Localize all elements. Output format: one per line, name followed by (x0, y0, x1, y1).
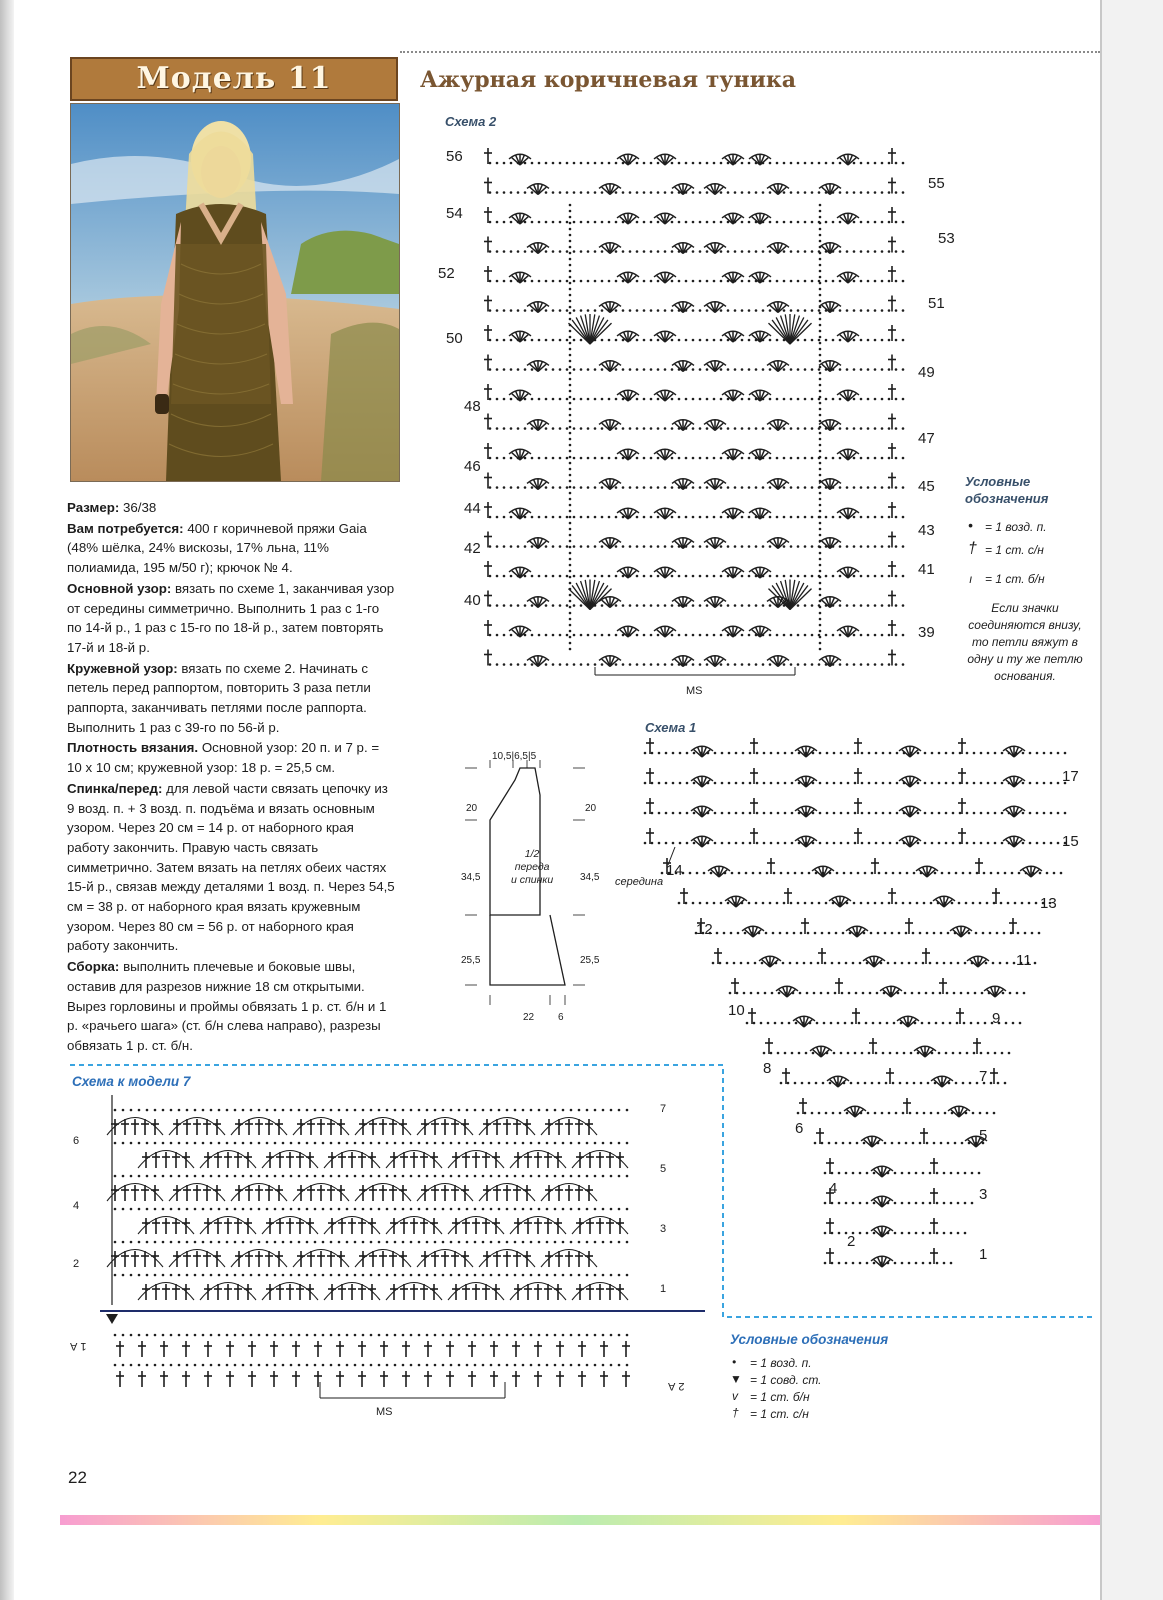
row-number: 2 (73, 1258, 80, 1270)
legend-bottom-title: Условные обозначения (730, 1332, 889, 1347)
dim-bottom-22: 22 (523, 1012, 535, 1023)
scheme7-diagram (100, 1090, 710, 1410)
row-number: 10 (728, 1002, 745, 1019)
size-value: 36/38 (123, 500, 157, 515)
row-number: 44 (464, 500, 481, 517)
scheme1-label: Схема 1 (645, 720, 697, 735)
row-number: 54 (446, 205, 463, 222)
legend-item: † = 1 ст. с/н (732, 1406, 809, 1421)
row-number: 1 (660, 1283, 667, 1295)
dim-top: 10,5|6,5|5 (492, 751, 537, 762)
row-number: 42 (464, 540, 481, 557)
row-label-2a: 2 А (668, 1380, 685, 1392)
double-crochet-icon: † (968, 540, 977, 557)
dim-255-right: 25,5 (580, 955, 600, 966)
legend-item: • = 1 возд. п. (968, 517, 1047, 534)
assembly-text: выполнить плечевые и боковые швы, оставив для разрезов нижние 18 см открытыми. Вырез горловины и проймы обвязать 1 р. ст. б/н и 1 р. «рачьего шага» (ст. б/н слева направо), разрезы обвязать 1 р. ст. б/н. (67, 959, 387, 1053)
main-pattern-label: Основной узор: (67, 580, 172, 596)
legend-item: • = 1 возд. п. (732, 1355, 812, 1370)
row-number: 13 (1040, 895, 1057, 912)
dim-255-left: 25,5 (461, 955, 481, 966)
legend-note: Если значки соединяются внизу, то петли вяжут в одну и ту же петлю основания. (967, 601, 1083, 683)
row-number: 11 (1016, 952, 1032, 969)
row-number: 56 (446, 148, 463, 165)
row-number: 41 (918, 561, 935, 578)
materials-text: 400 г коричневой пряжи Gaia (48% шёлка, 24% вискозы, 17% льна, 11% полиамида, 195 м/50 г); крючок № 4. (67, 520, 367, 576)
row-number: 17 (1062, 768, 1079, 785)
dim-345-left: 34,5 (461, 872, 481, 883)
row-number: 6 (795, 1120, 804, 1137)
model-label: Модель 11 (136, 61, 332, 96)
page-binding-shadow (0, 0, 14, 1600)
dim-345-right: 34,5 (580, 872, 600, 883)
row-number: 3 (979, 1186, 988, 1203)
row-number: 8 (763, 1060, 772, 1077)
color-strip (60, 1515, 1100, 1525)
assembly-label: Сборка: (67, 959, 120, 975)
model-photo (70, 103, 400, 482)
dim-bottom-6: 6 (558, 1012, 564, 1023)
row-number: 40 (464, 592, 481, 609)
header-divider (400, 51, 1100, 53)
row-number: 39 (918, 624, 935, 641)
legend-items (965, 519, 1085, 588)
row-number: 47 (918, 430, 935, 447)
back-front-label: Спинка/перед: (67, 780, 163, 796)
row-number: 3 (660, 1223, 667, 1235)
middle-label: середина (615, 876, 664, 888)
back-front-text: для левой части связать цепочку из 9 возд. п. + 3 возд. п. подъёма и вязать основным узором. Через 20 см = 14 р. от наборного края работу закончить. Правую часть связать симметрично. Затем вязать на петлях обеих частях 15-й р., связав между деталями 1 возд. п. Через 54,5 см = 38 р. от наборного края вязать кружевным узором. Через 80 см = 56 р. от наборного края работу закончить. (67, 780, 395, 954)
row-number: 12 (696, 921, 713, 938)
row-number: 15 (1062, 833, 1079, 850)
row-number: 2 (847, 1233, 856, 1250)
row-number: 5 (660, 1163, 667, 1175)
scheme2-ms: MS (686, 685, 703, 697)
chain-stitch-icon: • (968, 517, 973, 533)
slip-stitch-icon: ▼ (730, 1372, 742, 1386)
row-label-1a: 1 А (70, 1340, 87, 1352)
legend-item: v = 1 ст. б/н (732, 1389, 810, 1404)
page-title: Ажурная коричневая туника (420, 67, 797, 93)
row-number: 52 (438, 265, 455, 282)
scheme7-ms: MS (376, 1406, 393, 1418)
page-edge (1100, 0, 1163, 1600)
legend-title: Условные обозначения (965, 474, 1049, 506)
row-number: 46 (464, 458, 481, 475)
row-number: 43 (918, 522, 935, 539)
schematic-label: 1/2 переда и спинки (511, 848, 554, 886)
legend-item: † = 1 ст. с/н (968, 540, 1044, 557)
dim-20-right: 20 (585, 803, 597, 814)
row-number: 45 (918, 478, 935, 495)
row-number: 6 (73, 1135, 80, 1147)
row-number: 7 (979, 1068, 988, 1085)
row-number: 4 (829, 1180, 838, 1197)
lace-pattern-label: Кружевной узор: (67, 660, 178, 676)
legend-main (965, 473, 1085, 685)
gauge-label: Плотность вязания. (67, 740, 199, 756)
main-pattern-text: вязать по схеме 1, заканчивая узор от середины симметрично. Выполнить 1 раз с 1-го по 14-й р., 1 раз с 15-го по 18-й р., затем повторять 17-й и 18-й р. (67, 580, 395, 655)
page-number: 22 (68, 1468, 87, 1487)
size-label: Размер: (67, 500, 120, 515)
row-number: 51 (928, 295, 945, 312)
scheme2-label: Схема 2 (445, 114, 497, 129)
row-number: 48 (464, 398, 481, 415)
article-text (67, 498, 397, 1057)
legend-item: ▼ = 1 совд. ст. (730, 1372, 822, 1387)
materials-label: Вам потребуется: (67, 520, 184, 536)
legend-bottom (730, 1332, 888, 1423)
single-crochet-v-icon: v (732, 1389, 738, 1403)
row-number: 55 (928, 175, 945, 192)
row-number: 7 (660, 1103, 667, 1115)
row-number: 5 (979, 1127, 988, 1144)
dim-20-left: 20 (466, 803, 478, 814)
row-number: 53 (938, 230, 955, 247)
lace-pattern-text: вязать по схеме 2. Начинать с петель перед раппортом, повторить 3 раза петли раппорта, заканчивать петлями после раппорта. Выполнить 1 раз с 39-го по 56-й р. (67, 660, 371, 735)
row-number: 1 (979, 1246, 988, 1263)
row-number: 9 (992, 1010, 1001, 1027)
row-number: 14 (666, 862, 683, 879)
model-banner (70, 57, 398, 101)
scheme2-diagram (470, 135, 940, 695)
legend-item: ı = 1 ст. б/н (969, 572, 1045, 586)
gauge-text: Основной узор: 20 п. и 7 р. = 10 x 10 см; кружевной узор: 18 р. = 25,5 см. (67, 740, 380, 776)
single-crochet-icon: ı (969, 572, 973, 586)
row-number: 4 (73, 1200, 80, 1212)
chain-stitch-icon: • (732, 1355, 737, 1369)
row-number: 49 (918, 364, 935, 381)
row-number: 50 (446, 330, 463, 347)
scheme7-label: Схема к модели 7 (72, 1074, 191, 1089)
double-crochet-icon: † (732, 1406, 739, 1420)
